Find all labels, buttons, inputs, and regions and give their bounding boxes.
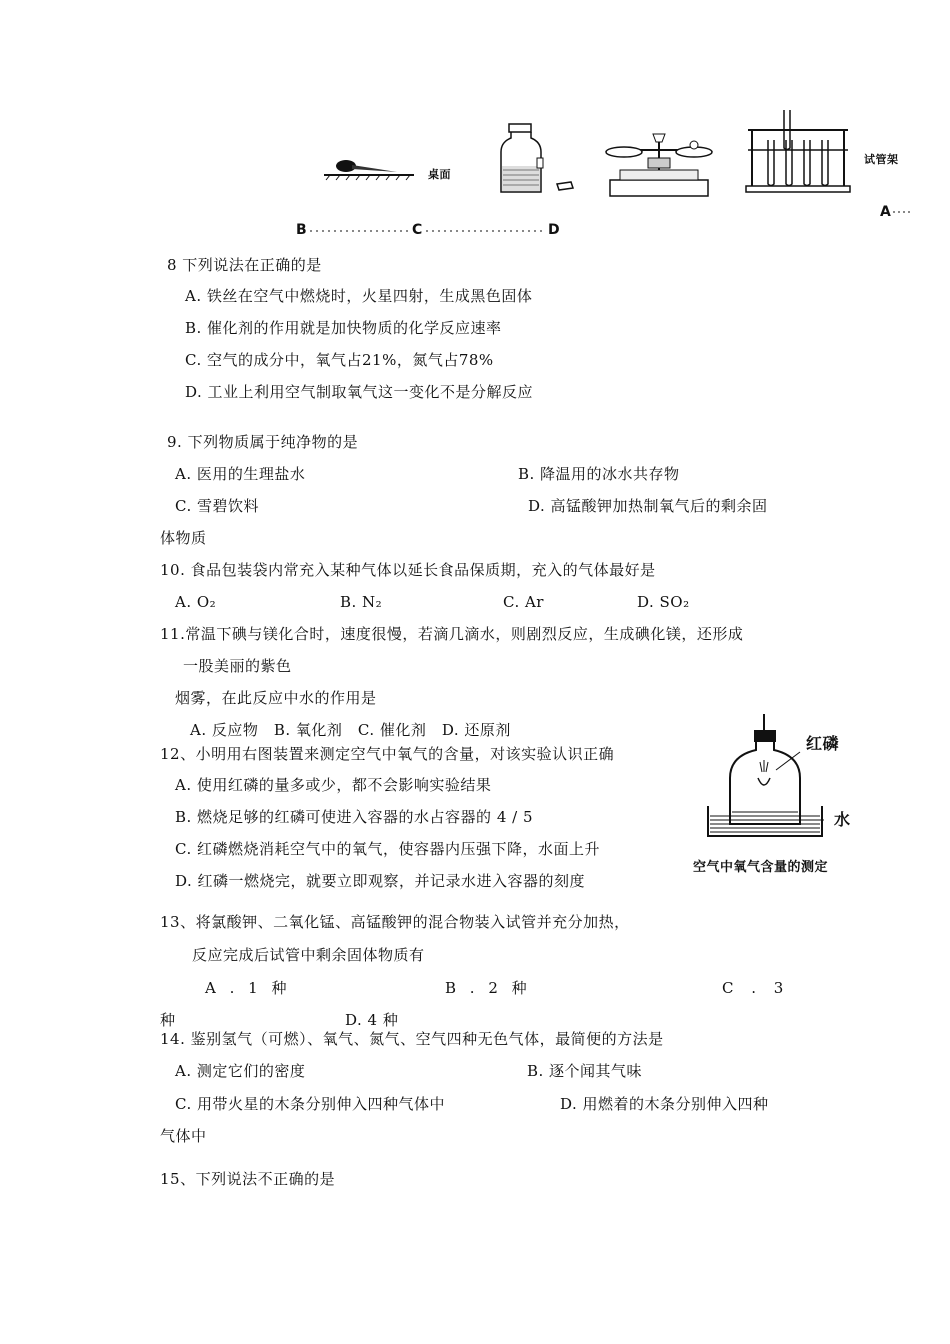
q15-stem: 15、下列说法不正确的是 [160, 1170, 336, 1188]
q13-option-b: B . 2 种 [445, 979, 528, 997]
label-a-dots [893, 209, 913, 215]
q12-option-d: D. 红磷一燃烧完，就要立即观察，并记录水进入容器的刻度 [175, 872, 586, 890]
q14-option-c: C. 用带火星的木条分别伸入四种气体中 [175, 1095, 445, 1113]
q8-option-b: B. 催化剂的作用就是加快物质的化学反应速率 [185, 319, 502, 337]
q9-option-d-cont: 体物质 [160, 529, 207, 547]
q13-line2: 反应完成后试管中剩余固体物质有 [192, 946, 425, 964]
q14-option-d-cont: 气体中 [160, 1127, 207, 1145]
q14-option-a: A. 测定它们的密度 [175, 1062, 306, 1080]
figure-label-a: A [880, 204, 892, 220]
apparatus-label-phosphorus: 红磷 [806, 734, 840, 753]
q10-stem: 10. 食品包装袋内常充入某种气体以延长食品保质期，充入的气体最好是 [160, 561, 656, 579]
q14-option-b: B. 逐个闻其气味 [527, 1062, 643, 1080]
q11-line3: 烟雾，在此反应中水的作用是 [175, 689, 377, 707]
oxygen-measurement-apparatus [700, 712, 830, 842]
q10-option-c: C. Ar [503, 593, 544, 611]
desk-figure [322, 150, 432, 190]
apparatus-caption: 空气中氧气含量的测定 [693, 860, 829, 875]
q12-option-b: B. 燃烧足够的红磷可使进入容器的水占容器的 4 / 5 [175, 808, 534, 826]
figure-label-c: C [412, 222, 423, 238]
desk-label: 桌面 [428, 168, 451, 181]
q13-option-c-cont: 种 [160, 1011, 176, 1029]
apparatus-label-water: 水 [834, 810, 851, 829]
b-c-dots [310, 228, 410, 234]
q9-option-a: A. 医用的生理盐水 [175, 465, 306, 483]
q10-option-b: B. N₂ [340, 593, 383, 611]
q9-option-c: C. 雪碧饮料 [175, 497, 259, 515]
q8-option-a: A. 铁丝在空气中燃烧时，火星四射，生成黑色固体 [185, 287, 533, 305]
q13-option-a: A . 1 种 [205, 979, 287, 997]
q11-line2: 一股美丽的紫色 [183, 657, 292, 675]
q13-option-d: D. 4 种 [345, 1011, 399, 1029]
q12-option-a: A. 使用红磷的量多或少，都不会影响实验结果 [175, 776, 492, 794]
q14-stem: 14. 鉴别氢气（可燃）、氧气、氮气、空气四种无色气体，最简便的方法是 [160, 1030, 664, 1048]
q9-option-d: D. 高锰酸钾加热制氧气后的剩余固 [528, 497, 768, 515]
q11-options: A. 反应物 B. 氧化剂 C. 催化剂 D. 还原剂 [190, 721, 511, 739]
q9-stem: 9. 下列物质属于纯净物的是 [167, 433, 359, 451]
q8-stem: 8 下列说法在正确的是 [167, 256, 322, 274]
q8-option-c: C. 空气的成分中，氧气占21%，氮气占78% [185, 351, 494, 369]
q10-option-d: D. SO₂ [637, 593, 690, 611]
balance-figure [600, 128, 718, 200]
c-d-dots [426, 228, 548, 234]
reagent-bottle-figure [497, 122, 582, 197]
q14-option-d: D. 用燃着的木条分别伸入四种 [560, 1095, 769, 1113]
figure-label-d: D [548, 222, 561, 238]
figure-label-b: B [296, 222, 308, 238]
q9-option-b: B. 降温用的冰水共存物 [518, 465, 680, 483]
q12-option-c: C. 红磷燃烧消耗空气中的氧气，使容器内压强下降，水面上升 [175, 840, 600, 858]
q10-option-a: A. O₂ [175, 593, 217, 611]
test-tube-rack-figure [740, 108, 860, 196]
q13-stem: 13、将氯酸钾、二氧化锰、高锰酸钾的混合物装入试管并充分加热， [160, 913, 630, 931]
q12-stem: 12、小明用右图装置来测定空气中氧气的含量，对该实验认识正确 [160, 745, 615, 763]
rack-label: 试管架 [864, 153, 899, 166]
q11-stem: 11.常温下碘与镁化合时，速度很慢，若滴几滴水，则剧烈反应，生成碘化镁，还形成 [160, 625, 744, 643]
q13-option-c: C . 3 [722, 979, 784, 997]
q8-option-d: D. 工业上利用空气制取氧气这一变化不是分解反应 [185, 383, 534, 401]
